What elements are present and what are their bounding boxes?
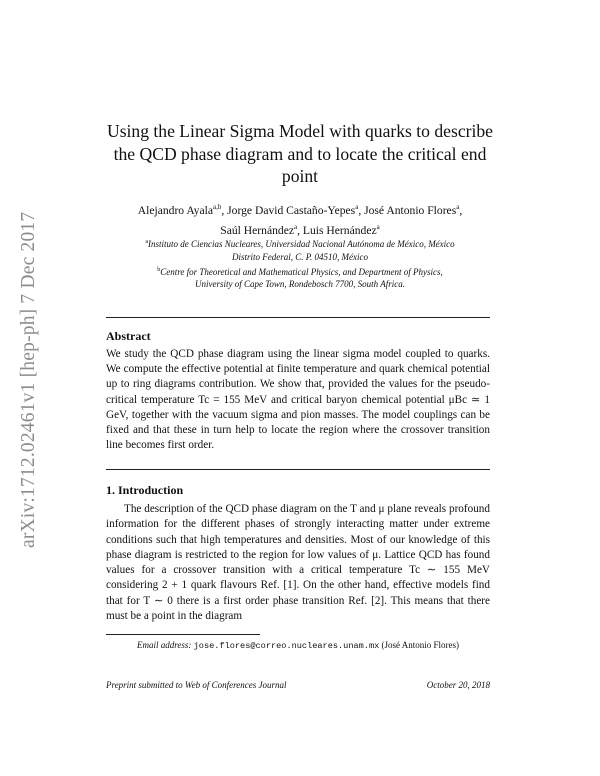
author-separator: , — [358, 203, 365, 217]
abstract-bottom-rule — [106, 469, 490, 470]
paper-title — [100, 120, 500, 188]
section-body: The description of the QCD phase diagram on the T and μ plane reveals profound information for the different phases of strongly interacting matter under extreme conditions such that high temperatures and densities. Most of our knowledge of this phase diagram is restricted to the region for low values of μ. Lattice QCD has found values for a crossover transition with a critical temperature Tc ∼ 155 MeV considering 2 + 1 quark flavours Ref. [1]. On the other hand, effective models find that for T ∼ 0 there is a first order phase transition Ref. [2]. This means that there must be a point in the diagram — [106, 503, 490, 623]
affiliation-text: Distrito Federal, C. P. 04510, México — [231, 251, 369, 262]
author-affil-mark: a — [293, 223, 298, 232]
author-name: Alejandro Ayala — [137, 203, 213, 217]
affiliation-text: Centre for Theoretical and Mathematical Physics, and Department of Physics, — [160, 266, 443, 277]
title-line: point — [281, 166, 319, 186]
affiliation-text: Instituto de Ciencias Nucleares, Universidad Nacional Autónoma de México, México — [147, 239, 455, 249]
affiliation-text: University of Cape Town, Rondebosch 7700, South Africa. — [195, 279, 405, 290]
footnote-label: Email address: — [136, 640, 192, 650]
email-link[interactable]: jose.flores@correo.nucleares.unam.mx — [193, 641, 380, 651]
author-list — [100, 199, 500, 240]
footnote-rule — [106, 634, 260, 635]
author-separator: , — [297, 224, 303, 238]
author-affil-mark: a — [355, 203, 359, 211]
preprint-note: Preprint submitted to Web of Conferences Journal — [106, 680, 287, 690]
author-affil-mark: a — [376, 223, 380, 232]
footnote-author: (José Antonio Flores) — [381, 640, 460, 650]
footnote — [106, 640, 490, 651]
author-name: Jorge David Castaño-Yepes — [227, 203, 356, 217]
title-line: the QCD phase diagram and to locate the critical end — [113, 143, 487, 164]
author-name: Luis Hernández — [302, 224, 377, 238]
date-note: October 20, 2018 — [426, 680, 490, 690]
author-affil-mark: a,b — [212, 203, 222, 211]
abstract-body: We study the QCD phase diagram using the linear sigma model coupled to quarks. We compute the effective potential at finite temperature and quark chemical potential up to ring diagrams contribution. We show that, provided the values for the pseudo-critical temperature Tc = 155 MeV and critical baryon chemical potential μBc ≃ 1 GeV, together with the vacuum sigma and pion masses. The model couplings can be fixed and that these in turn help to locate the region where the crossover transition line becomes first order. — [106, 348, 490, 452]
affil-mark: a — [145, 239, 148, 245]
abstract-top-rule — [106, 317, 490, 318]
section-heading: 1. Introduction — [106, 483, 184, 497]
author-name: José Antonio Flores — [364, 203, 457, 217]
author-affil-mark: a — [456, 203, 460, 211]
author-separator: , — [459, 203, 463, 217]
affiliations — [100, 236, 500, 291]
author-separator: , — [221, 203, 228, 217]
abstract-heading: Abstract — [106, 329, 151, 343]
title-line: Using the Linear Sigma Model with quarks to describe — [106, 121, 493, 141]
arxiv-identifier-stamp: arXiv:1712.02461v1 [hep-ph] 7 Dec 2017 — [18, 211, 39, 548]
author-name: Saúl Hernández — [220, 224, 294, 238]
affil-mark: b — [157, 266, 161, 273]
